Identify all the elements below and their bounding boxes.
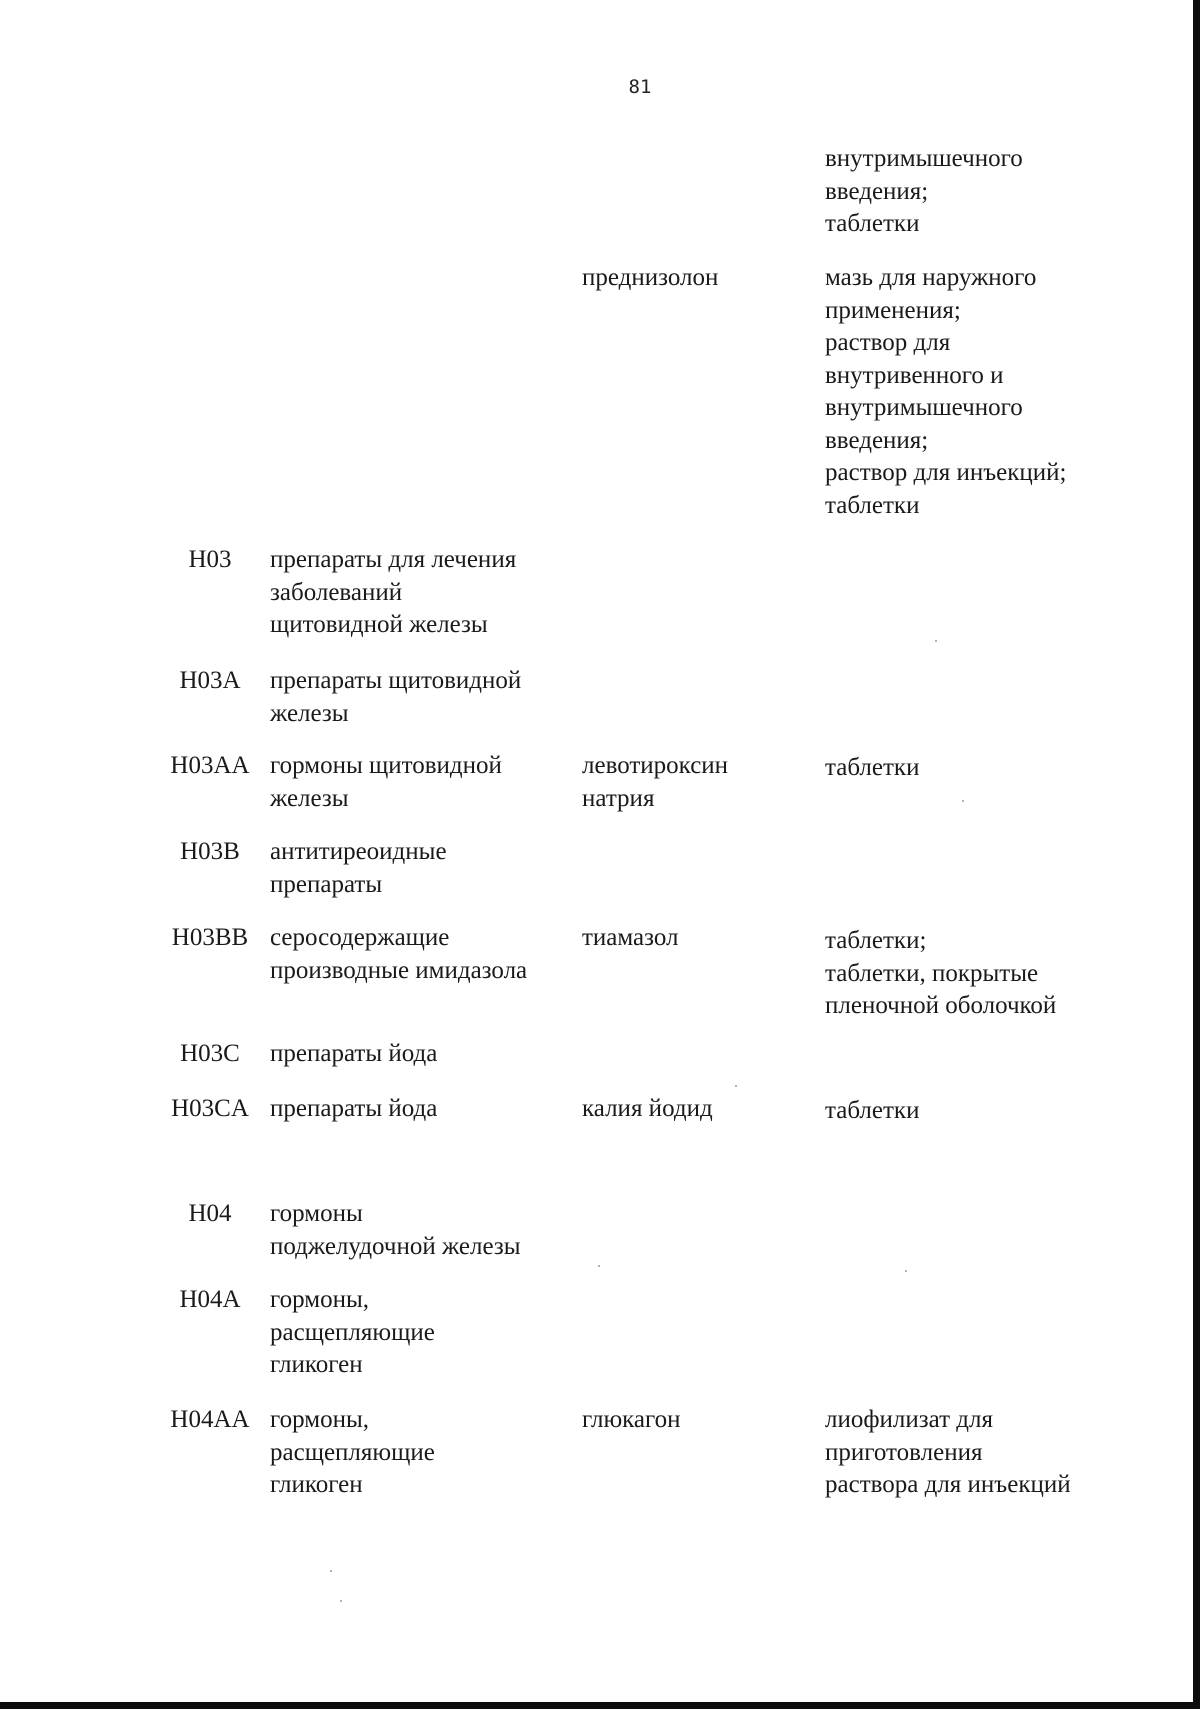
drug-name-cell: преднизолон <box>582 264 719 291</box>
atc-group-name-cell: препараты для лечения заболеваний щитовидной железы <box>270 546 517 638</box>
drug-name-cell: калия йодид <box>582 1095 713 1122</box>
atc-code-cell: H04AA <box>170 1406 250 1433</box>
atc-group-name-cell: серосодержащие производные имидазола <box>270 924 528 984</box>
page-number: 81 <box>628 76 652 98</box>
drug-name-cell: глюкагон <box>582 1406 681 1433</box>
dosage-form-cell: таблетки <box>825 1097 920 1124</box>
dosage-form-cell: лиофилизат для приготовления раствора для инъекций <box>825 1406 1071 1498</box>
atc-group-name-cell: гормоны поджелудочной железы <box>270 1200 521 1260</box>
scan-speck <box>330 1570 332 1572</box>
atc-group-name-cell: препараты щитовидной железы <box>270 667 522 727</box>
atc-code-cell: H03C <box>180 1040 240 1067</box>
scan-speck <box>735 1085 737 1087</box>
scan-border-bottom <box>0 1702 1200 1709</box>
atc-code-cell: H03 <box>188 546 232 573</box>
scan-speck <box>340 1600 342 1602</box>
atc-group-name-cell: препараты йода <box>270 1095 438 1122</box>
dosage-form-cell: таблетки <box>825 754 920 781</box>
atc-group-name-cell: антитиреоидные препараты <box>270 838 447 898</box>
scan-speck <box>905 1270 907 1272</box>
atc-code-cell: H04 <box>188 1200 232 1227</box>
dosage-form-cell: мазь для наружного применения; раствор для внутривенного и внутримышечного введения; раствор для инъекций; таблетки <box>825 264 1067 519</box>
scan-speck <box>598 1265 600 1267</box>
atc-code-cell: H03A <box>179 667 241 694</box>
atc-group-name-cell: препараты йода <box>270 1040 438 1067</box>
dosage-form-cell: внутримышечного введения; таблетки <box>825 145 1023 237</box>
dosage-form-cell: таблетки; таблетки, покрытые пленочной оболочкой <box>825 927 1057 1019</box>
atc-group-name-cell: гормоны щитовидной железы <box>270 752 502 812</box>
atc-code-cell: H04A <box>179 1286 241 1313</box>
atc-group-name-cell: гормоны, расщепляющие гликоген <box>270 1406 435 1498</box>
atc-code-cell: H03BB <box>171 924 249 951</box>
atc-group-name-cell: гормоны, расщепляющие гликоген <box>270 1286 435 1378</box>
scan-speck <box>962 800 964 802</box>
drug-name-cell: левотироксин натрия <box>582 752 729 812</box>
atc-code-cell: H03CA <box>171 1095 249 1122</box>
scan-speck <box>935 640 937 642</box>
drug-name-cell: тиамазол <box>582 924 679 951</box>
atc-code-cell: H03B <box>180 838 240 865</box>
scan-border-right <box>1193 0 1200 1709</box>
atc-code-cell: H03AA <box>170 752 250 779</box>
